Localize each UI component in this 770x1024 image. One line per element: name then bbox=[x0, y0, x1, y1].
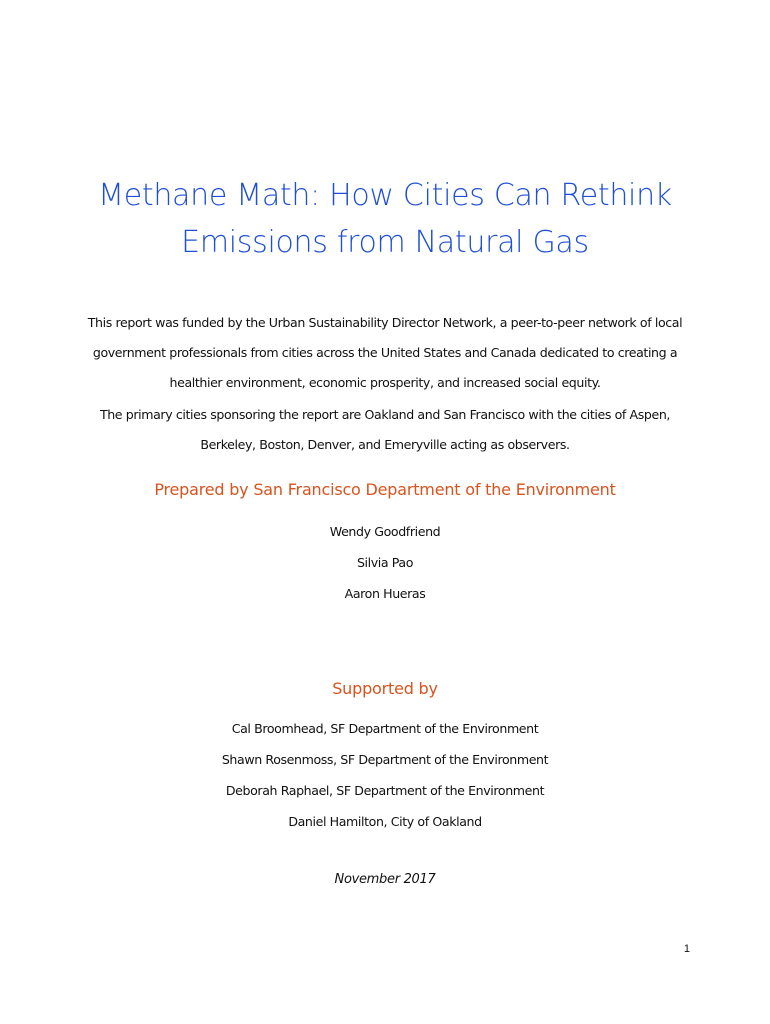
document-title bbox=[40, 172, 730, 266]
sponsors-paragraph bbox=[60, 400, 710, 460]
publication-date: November 2017 bbox=[334, 872, 436, 887]
funding-paragraph bbox=[60, 308, 710, 398]
supporter-name: Deborah Raphael, SF Department of the Environment bbox=[225, 783, 545, 798]
author-name: Silvia Pao bbox=[356, 555, 414, 570]
author-list bbox=[140, 516, 630, 609]
funding-paragraph-line-2: government professionals from cities across the United States and Canada dedicated to creating a bbox=[92, 345, 678, 360]
sponsors-paragraph-line-1: The primary cities sponsoring the report are Oakland and San Francisco with the cities of Aspen, bbox=[99, 407, 671, 422]
supporter-name: Shawn Rosenmoss, SF Department of the Environment bbox=[221, 752, 549, 767]
supporter-list bbox=[140, 713, 630, 837]
author-name: Wendy Goodfriend bbox=[329, 524, 441, 539]
sponsors-paragraph-line-2: Berkeley, Boston, Denver, and Emeryville acting as observers. bbox=[200, 437, 570, 452]
page-number: 1 bbox=[683, 943, 690, 955]
supporter-name: Cal Broomhead, SF Department of the Environment bbox=[231, 721, 539, 736]
title-line-2: Emissions from Natural Gas bbox=[181, 225, 589, 260]
supporter-name: Daniel Hamilton, City of Oakland bbox=[288, 814, 482, 829]
funding-paragraph-line-3: healthier environment, economic prosperity, and increased social equity. bbox=[169, 375, 601, 390]
prepared-by-heading: Prepared by San Francisco Department of the Environment bbox=[154, 480, 616, 499]
author-name: Aaron Hueras bbox=[344, 586, 426, 601]
supported-by-heading: Supported by bbox=[332, 679, 438, 698]
funding-paragraph-line-1: This report was funded by the Urban Sustainability Director Network, a peer-to-peer network of local bbox=[87, 315, 683, 330]
title-line-1: Methane Math: How Cities Can Rethink bbox=[98, 178, 672, 213]
